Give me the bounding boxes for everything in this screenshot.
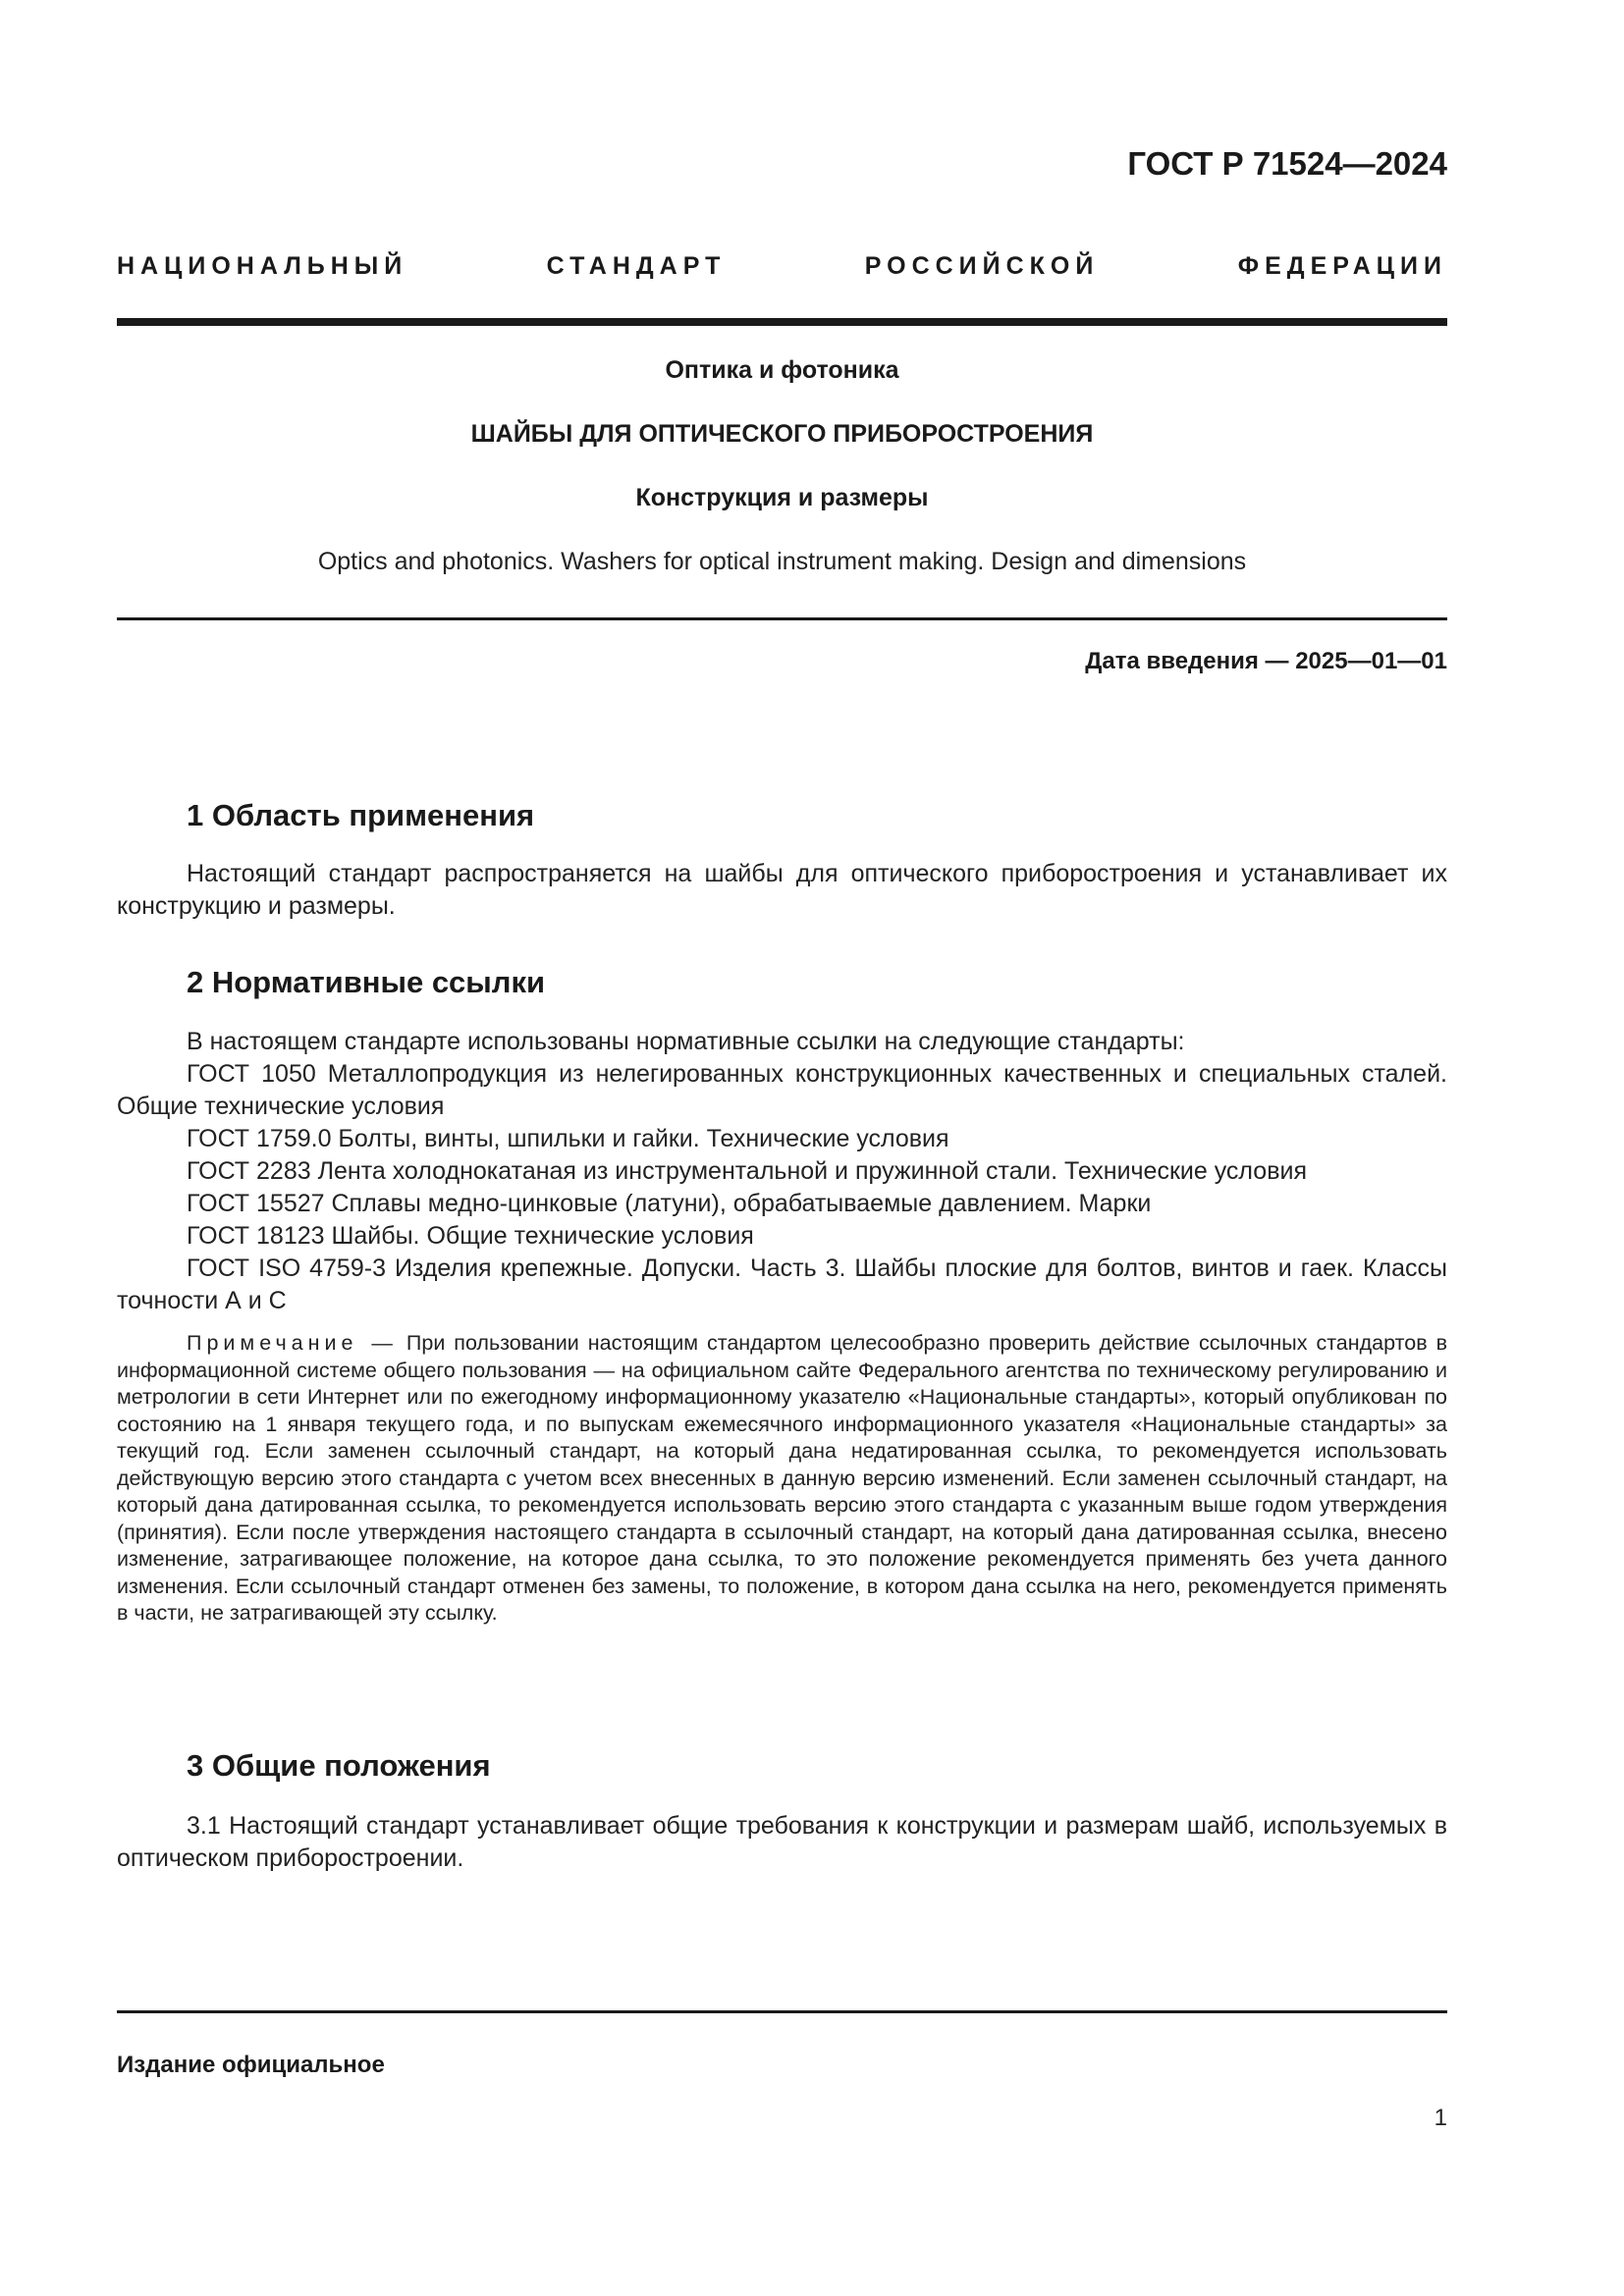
national-standard-title: НАЦИОНАЛЬНЫЙ СТАНДАРТ РОССИЙСКОЙ ФЕДЕРАЦИИ (117, 252, 1447, 280)
page-number: 1 (1434, 2105, 1447, 2131)
references-intro: В настоящем стандарте использованы нормативные ссылки на следующие стандарты: (187, 1028, 1185, 1055)
field-title: Оптика и фотоника (665, 356, 899, 384)
standard-number: ГОСТ Р 71524—2024 (1127, 145, 1447, 182)
footer-divider (117, 2010, 1447, 2013)
reference-item: ГОСТ 18123 Шайбы. Общие технические условия (187, 1222, 754, 1250)
section-3-text: 3.1 Настоящий стандарт устанавливает общие требования к конструкции и размерам шайб, используемых в оптическом приборостроении. (117, 1812, 1447, 1872)
reference-item: ГОСТ ISO 4759-3 Изделия крепежные. Допуски. Часть 3. Шайбы плоские для болтов, винтов и гаек. Классы точности А и С (117, 1255, 1447, 1314)
section-1-heading: 1 Область применения (187, 798, 535, 832)
introduction-date: Дата введения — 2025—01—01 (1085, 648, 1447, 674)
note-label: Примечание — (187, 1331, 398, 1355)
reference-item: ГОСТ 1759.0 Болты, винты, шпильки и гайки. Технические условия (187, 1125, 949, 1152)
header-divider (117, 318, 1447, 326)
section-3-heading: 3 Общие положения (187, 1748, 491, 1783)
document-title: ШАЙБЫ ДЛЯ ОПТИЧЕСКОГО ПРИБОРОСТРОЕНИЯ (470, 420, 1094, 448)
title-divider (117, 617, 1447, 620)
edition-label: Издание официальное (117, 2052, 385, 2078)
references-note (117, 1330, 1447, 1628)
note-text: При пользовании настоящим стандартом целесообразно проверить действие ссылочных стандартов в информационной системе общего пользования — на официальном сайте Федерального агентства по техническому регулированию и метрологии в сети Интернет или по ежегодному информационному указателю «Национальные стандарты», который опубликован по состоянию на 1 января текущего года, и по выпускам ежемесячного информационного указателя «Национальные стандарты» за текущий год. Если заменен ссылочный стандарт, на который дана недатированная ссылка, то рекомендуется использовать действующую версию этого стандарта с учетом всех внесенных в данную версию изменений. Если заменен ссылочный стандарт, на который дана датированная ссылка, то рекомендуется использовать версию этого стандарта с указанным выше годом утверждения (принятия). Если после утверждения настоящего стандарта в ссылочный стандарт, на который дана датированная ссылка, внесено изменение, затрагивающее положение, на которое дана ссылка, то это положение рекомендуется применять без учета данного изменения. Если ссылочный стандарт отменен без замены, то положение, в котором дана ссылка на него, рекомендуется применять в части, не затрагивающей эту ссылку. (117, 1331, 1448, 1625)
reference-item: ГОСТ 1050 Металлопродукция из нелегированных конструкционных качественных и специальных сталей. Общие технические условия (117, 1060, 1447, 1120)
section-2-heading: 2 Нормативные ссылки (187, 965, 546, 999)
english-title: Optics and photonics. Washers for optical instrument making. Design and dimensions (317, 548, 1247, 575)
section-1-text: Настоящий стандарт распространяется на шайбы для оптического приборостроения и устанавливает их конструкцию и размеры. (117, 860, 1447, 920)
document-subtitle: Конструкция и размеры (635, 484, 929, 511)
reference-item: ГОСТ 2283 Лента холоднокатаная из инструментальной и пружинной стали. Технические условия (187, 1157, 1307, 1185)
reference-item: ГОСТ 15527 Сплавы медно-цинковые (латуни), обрабатываемые давлением. Марки (187, 1190, 1152, 1217)
